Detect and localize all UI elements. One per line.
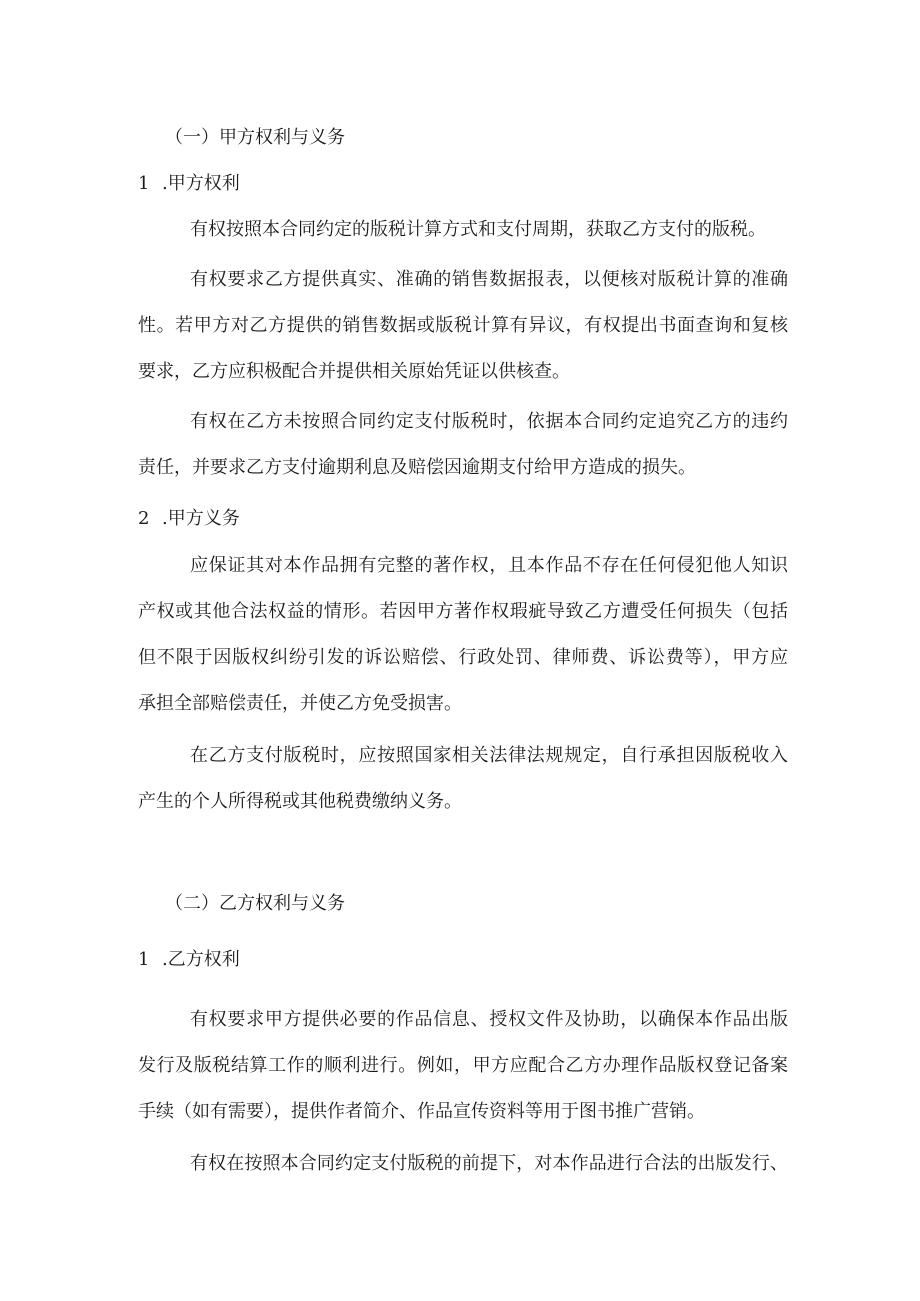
section-b-rights-number: 1 (138, 949, 150, 970)
section-a-duties-title (138, 507, 240, 531)
paragraph-line: 有权要求乙方提供真实、准确的销售数据报表，以便核对版税计算的准确 (190, 269, 788, 290)
paragraph-line: 手续（如有需要），提供作者简介、作品宣传资料等用于图书推广营销。 (138, 1101, 705, 1122)
paragraph-line: 有权在按照本合同约定支付版税的前提下，对本作品进行合法的出版发行、 (190, 1153, 788, 1174)
section-a-duties-label: .甲方义务 (162, 508, 240, 529)
paragraph-line: 有权要求甲方提供必要的作品信息、授权文件及协助，以确保本作品出版 (190, 1009, 788, 1030)
section-a-duties-number: 2 (138, 508, 150, 529)
section-a-rights-number: 1 (138, 173, 150, 194)
paragraph-line: 在乙方支付版税时，应按照国家相关法律法规规定，自行承担因版税收入 (190, 745, 788, 766)
section-b-rights-title (138, 948, 240, 972)
section-a-rights-label: .甲方权利 (162, 173, 240, 194)
paragraph-line: 但不限于因版权纠纷引发的诉讼赔偿、行政处罚、律师费、诉讼费等），甲方应 (138, 647, 788, 668)
paragraph-line: 承担全部赔偿责任，并使乙方免受损害。 (138, 693, 462, 714)
paragraph-line: 发行及版税结算工作的顺利进行。例如，甲方应配合乙方办理作品版权登记备案 (138, 1055, 788, 1076)
paragraph-line: 要求，乙方应积极配合并提供相关原始凭证以供核查。 (138, 361, 570, 382)
section-b-heading: （二）乙方权利与义务 (165, 893, 345, 914)
paragraph-line: 产生的个人所得税或其他税费缴纳义务。 (138, 791, 462, 812)
paragraph-line: 责任，并要求乙方支付逾期利息及赔偿因逾期支付给甲方造成的损失。 (138, 457, 696, 478)
section-b-rights-label: .乙方权利 (162, 949, 240, 970)
paragraph-line: 应保证其对本作品拥有完整的著作权，且本作品不存在任何侵犯他人知识 (190, 555, 788, 576)
paragraph-line: 有权按照本合同约定的版税计算方式和支付周期，获取乙方支付的版税。 (190, 219, 766, 240)
section-a-rights-title (138, 172, 240, 196)
paragraph-line: 产权或其他合法权益的情形。若因甲方著作权瑕疵导致乙方遭受任何损失（包括 (138, 601, 788, 622)
paragraph-line: 性。若甲方对乙方提供的销售数据或版税计算有异议，有权提出书面查询和复核 (138, 315, 788, 336)
paragraph-line: 有权在乙方未按照合同约定支付版税时，依据本合同约定追究乙方的违约 (190, 411, 788, 432)
section-a-heading: （一）甲方权利与义务 (165, 127, 345, 148)
